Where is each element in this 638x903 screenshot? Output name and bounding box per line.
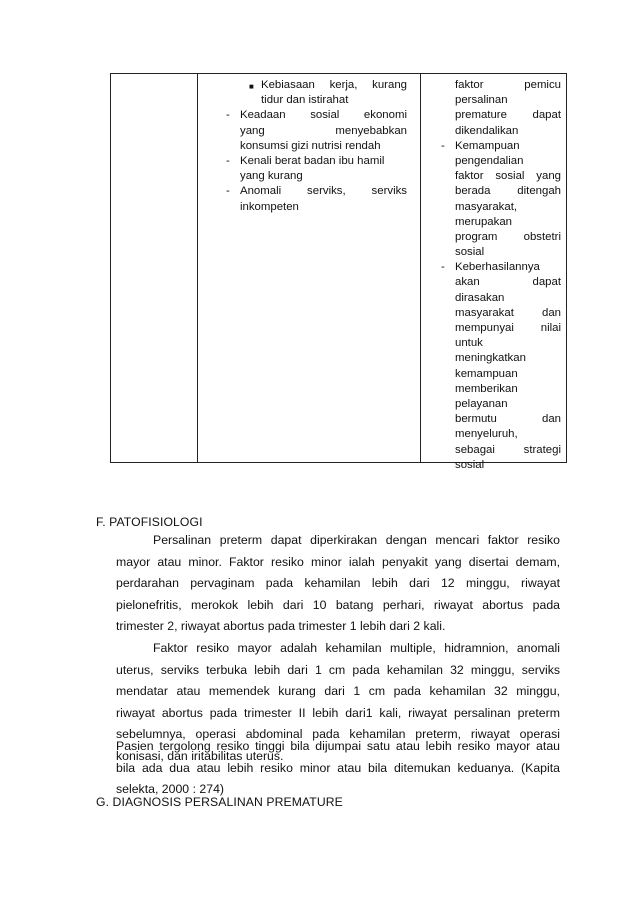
list-item-text: konsumsi gizi nutrisi rendah bbox=[240, 139, 381, 152]
table-border-col1 bbox=[197, 73, 198, 463]
paragraph-line: pielonefritis, merokok lebih dari 10 batang perhari, riwayat abortus pada bbox=[116, 597, 560, 612]
section-heading-diagnosis: G. DIAGNOSIS PERSALINAN PREMATURE bbox=[96, 795, 343, 809]
list-item-text: sosial bbox=[455, 246, 485, 259]
paragraph-line: mendatar atau memendek kurang dari 1 cm pada kehamilan 32 minggu, bbox=[116, 684, 560, 699]
list-item bbox=[226, 154, 407, 184]
table-border-col2 bbox=[420, 73, 421, 463]
list-item-text: faktor pemicu bbox=[455, 79, 561, 91]
table-border-left bbox=[110, 73, 111, 463]
list-item bbox=[240, 78, 407, 108]
paragraph-line: riwayat abortus pada trimester II lebih dari1 kali, riwayat persalinan preterm bbox=[116, 705, 560, 720]
list-item-text: meningkatkan bbox=[455, 352, 526, 365]
list-item-text: bermutu dan bbox=[455, 413, 561, 426]
paragraph-line: konisasi, dan iritabilitas uterus. bbox=[116, 748, 284, 763]
dash-marker: - bbox=[441, 139, 445, 152]
list-item-text: Kemampuan bbox=[455, 139, 520, 152]
bullet-square-icon: ■ bbox=[249, 82, 254, 91]
list-item-text: program obstetri bbox=[455, 230, 561, 243]
list-item-text: Kenali berat badan ibu hamil bbox=[240, 154, 385, 167]
list-item-text: berada ditengah bbox=[455, 185, 561, 198]
list-item-text: pengendalian bbox=[455, 154, 524, 167]
list-item-text: mempunyai nilai bbox=[455, 322, 561, 334]
paragraph-line: selekta, 2000 : 274) bbox=[116, 782, 225, 797]
dash-marker: - bbox=[226, 154, 230, 167]
list-item-text: merupakan bbox=[455, 215, 512, 228]
list-item-text: Keadaan sosial ekonomi bbox=[240, 109, 407, 122]
dash-marker: - bbox=[441, 261, 445, 274]
list-item bbox=[226, 108, 407, 154]
list-item-text: kemampuan bbox=[455, 367, 518, 380]
list-item-text: inkompeten bbox=[240, 200, 299, 213]
section-heading-patofisiologi: F. PATOFISIOLOGI bbox=[96, 515, 203, 529]
list-item-text: pelayanan bbox=[455, 397, 508, 410]
list-item-text: memberikan bbox=[455, 382, 518, 395]
list-item-text: faktor sosial yang bbox=[455, 170, 561, 183]
dash-marker: - bbox=[226, 185, 230, 198]
table-border-right bbox=[566, 73, 567, 463]
list-item-text: yang menyebabkan bbox=[240, 124, 407, 137]
paragraph-line: uterus, serviks terbuka lebih dari 1 cm pada kehamilan 32 minggu, serviks bbox=[116, 662, 560, 677]
list-item-text: masyarakat dan bbox=[455, 306, 561, 319]
list-item-text: persalinan bbox=[455, 94, 508, 107]
paragraph-line: trimester 2, riwayat abortus pada trimester 1 lebih dari 2 kali. bbox=[116, 619, 446, 634]
list-item-text: menyeluruh, bbox=[455, 428, 518, 441]
paragraph-line: Persalinan preterm dapat diperkirakan dengan mencari faktor resiko bbox=[153, 533, 560, 547]
list-item bbox=[441, 260, 561, 473]
list-item bbox=[441, 139, 561, 261]
list-item bbox=[455, 78, 561, 139]
paragraph bbox=[116, 530, 560, 638]
list-item-text: akan dapat bbox=[455, 276, 561, 289]
paragraph bbox=[116, 736, 560, 801]
list-item bbox=[226, 184, 407, 214]
table-border-top bbox=[110, 73, 567, 74]
list-item-text: masyarakat, bbox=[455, 200, 518, 213]
paragraph-line: perdarahan pervaginam pada kehamilan lebih dari 12 minggu, riwayat bbox=[116, 576, 560, 591]
dash-marker: - bbox=[226, 109, 230, 122]
list-item-text: Keberhasilannya bbox=[455, 261, 540, 274]
list-item-text: sebagai strategi bbox=[455, 443, 561, 456]
list-item-text: dirasakan bbox=[455, 291, 505, 304]
continued-table bbox=[110, 73, 567, 471]
list-item-text: Kebiasaan kerja, kurang bbox=[261, 79, 407, 91]
paragraph-line: bila ada dua atau lebih resiko minor atau bila ditemukan keduanya. (Kapita bbox=[116, 760, 560, 775]
paragraph-line: Pasien tergolong resiko tinggi bila dijumpai satu atau lebih resiko mayor atau bbox=[116, 739, 560, 753]
list-item-text: sosial bbox=[455, 458, 485, 471]
list-item-text: dikendalikan bbox=[455, 124, 519, 137]
paragraph-line: Faktor resiko mayor adalah kehamilan multiple, hidramnion, anomali bbox=[153, 641, 560, 655]
table-cell-col2 bbox=[226, 78, 407, 215]
list-item-text: untuk bbox=[455, 337, 483, 350]
list-item-text: tidur dan istirahat bbox=[261, 94, 349, 107]
list-item-text: Anomali serviks, serviks bbox=[240, 185, 407, 198]
paragraph-line: sebelumnya, operasi abdominal pada kehamilan preterm, riwayat operasi bbox=[116, 727, 560, 742]
paragraph-line: mayor atau minor. Faktor resiko minor ialah penyakit yang disertai demam, bbox=[116, 554, 560, 569]
table-cell-col3 bbox=[441, 78, 561, 473]
list-item-text: premature dapat bbox=[455, 109, 561, 122]
list-item-text: yang kurang bbox=[240, 170, 303, 183]
